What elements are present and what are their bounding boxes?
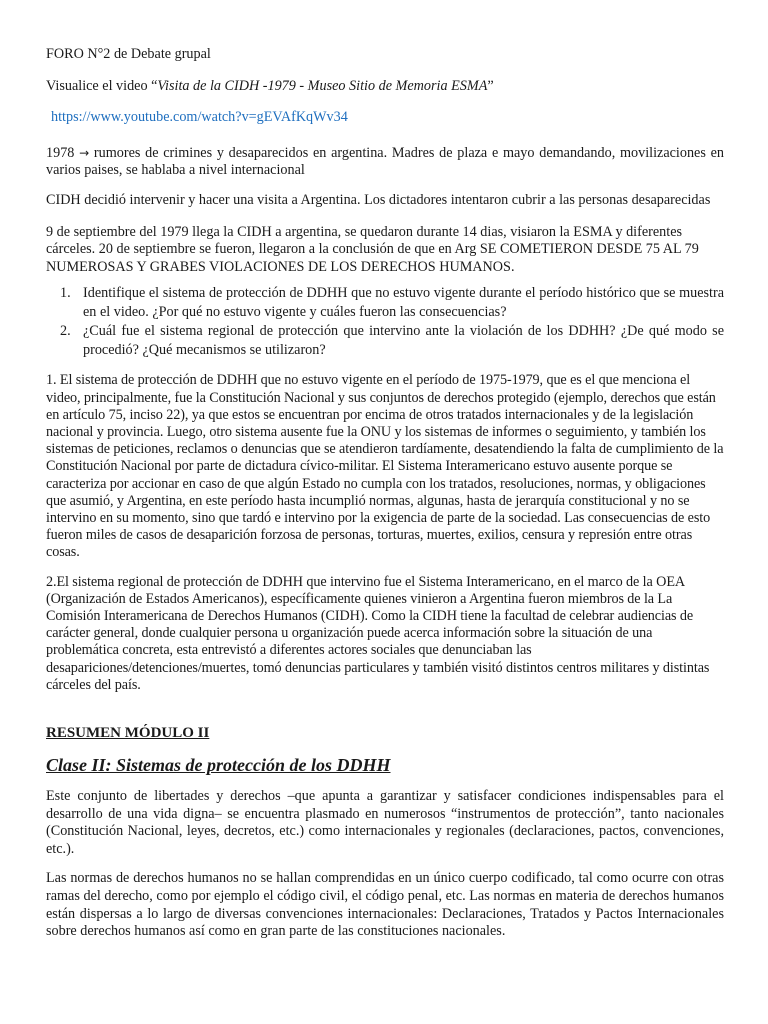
video-link[interactable] xyxy=(46,109,724,127)
question-number: 2. xyxy=(60,323,71,340)
question-item xyxy=(46,322,724,360)
video-prefix: Visualice el video “ xyxy=(46,77,158,94)
note-1978-text: rumores de crimines y desaparecidos en argentina. Madres de plaza e mayo demandando, movilizaciones en varios paises, se hablaba a nivel internacional xyxy=(46,144,724,179)
class-title: Clase II: Sistemas de protección de los DDHH xyxy=(46,755,391,775)
question-number: 1. xyxy=(60,285,71,302)
video-instruction xyxy=(46,78,724,96)
note-year: 1978 xyxy=(46,144,75,161)
forum-title: FORO N°2 de Debate grupal xyxy=(46,46,211,62)
summary-paragraph-2: Las normas de derechos humanos no se hallan comprendidas en un único cuerpo codificado, tal como ocurre con otras ramas del derecho, como por ejemplo el código civil, el código penal, etc. Las normas en materia de derechos humanos están dispersas a lo largo de diversas convenciones internacionales: Declaraciones, Tratados y Pactos Internacionales sobre derechos humanos así como en gran parte de las constituciones nacionales. xyxy=(46,870,724,940)
video-title: Visita de la CIDH -1979 - Museo Sitio de Memoria ESMA xyxy=(157,77,488,94)
answer-2: 2.El sistema regional de protección de DDHH que intervino fue el Sistema Interamericano, en el marco de la OEA (Organización de Estados Americanos), específicamente quienes vinieron a Argentina fueron miembros de la La Comisión Interamericana de Derechos Humanos (CIDH). Como la CIDH tiene la facultad de celebrar audiencias de carácter general, donde cualquier persona u organización puede acerca información sobre la situación de una problemática concreta, esta entrevistó a diferentes actores sociales que denunciaban las desapariciones/detenciones/muertes, tomó denuncias particulares y también visitó distintos centros militares y distintas cárceles del país. xyxy=(46,573,710,693)
note-1978 xyxy=(46,145,724,180)
answer-1: 1. El sistema de protección de DDHH que no estuvo vigente en el período de 1975-1979, que es el que menciona el video, principalmente, fue la Constitución Nacional y sus conjuntos de derechos protegido (ejemplo, derechos que están en artículo 75, inciso 22), ya que estos se encuentran por encima de otros tratados internacionales y de la legislación nacional y provincia. Luego, otro sistema ausente fue la ONU y los sistemas de informes o seguimiento, y también los sistemas de peticiones, reclamos o denuncias que se atendieron tardíamente, desatendiendo la falta de cumplimiento de la Constitución Nacional por parte de dictadura cívico-militar. El Sistema Interamericano estuvo ausente porque se caracteriza por accionar en caso de que algún Estado no cumpla con los tratados, resoluciones, normas, y obligaciones que asumió, y Argentina, en este período hasta incumplió normas, algunas, hasta de jerarquía constitucional y no se intervino en su momento, sino que tardó e intervino por la exigencia de parte de la sociedad. Las consecuencias de esto fueron miles de casos de desaparición forzosa de personas, torturas, muertes, exilios, censura y represión entre otras cosas. xyxy=(46,372,724,561)
question-list xyxy=(46,284,724,360)
question-text: Identifique el sistema de protección de DDHH que no estuvo vigente durante el período histórico que se muestra en el video. ¿Por qué no estuvo vigente y cuáles fueron las consecuencias? xyxy=(83,285,724,321)
document-page xyxy=(46,46,724,941)
video-link-text[interactable]: https://www.youtube.com/watch?v=gEVAfKqWv34 xyxy=(51,109,348,126)
note-cidh: CIDH decidió intervenir y hacer una visita a Argentina. Los dictadores intentaron cubrir a las personas desaparecidas xyxy=(46,191,711,208)
question-item xyxy=(46,284,724,322)
summary-paragraph-1: Este conjunto de libertades y derechos –que apunta a garantizar y satisfacer condiciones indispensables para el desarrollo de una vida digna– se encuentra plasmado en numerosos “instrumentos de protección”, tanto nacionales (Constitución Nacional, leyes, decretos, etc.) como internacionales y regionales (declaraciones, pactos, convenciones, etc.). xyxy=(46,788,724,857)
video-suffix: ” xyxy=(487,77,494,94)
question-text: ¿Cuál fue el sistema regional de protección que intervino ante la violación de los DDHH? ¿De qué modo se procedió? ¿Qué mecanismos se utilizaron? xyxy=(83,323,724,359)
arrow-right-icon: → xyxy=(79,145,90,160)
note-visit: 9 de septiembre del 1979 llega la CIDH a argentina, se quedaron durante 14 dias, visiaron la ESMA y diferentes cárceles. 20 de septiembre se fueron, llegaron a la conclusión de que en Arg SE COMETIERON DESDE 75 AL 79 NUMEROSAS Y GRABES VIOLACIONES DE LOS DERECHOS HUMANOS. xyxy=(46,223,699,275)
summary-section-title: RESUMEN MÓDULO II xyxy=(46,725,210,741)
